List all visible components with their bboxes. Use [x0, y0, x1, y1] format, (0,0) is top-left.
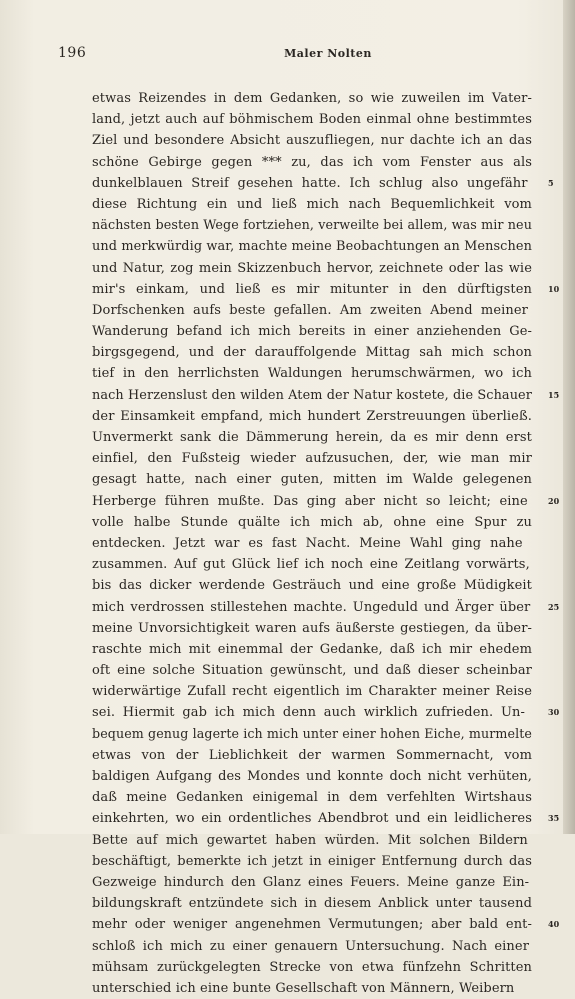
page-number: 196 — [58, 45, 87, 61]
text-line-content: mir's einkam, und ließ es mir mitunter in den dürftigsten — [92, 281, 532, 297]
text-line-content: raschte mich mit einemmal der Gedanke, daß ich mir ehedem — [92, 641, 532, 657]
line-number: 10 — [548, 283, 560, 294]
text-line-content: land, jetzt auch auf böhmischem Boden einmal ohne bestimmtes — [92, 112, 532, 128]
text-line-content: zusammen. Auf gut Glück lief ich noch eine Zeitlang vorwärts, — [92, 557, 530, 573]
text-line-content: Herberge führen mußte. Das ging aber nicht so leicht; eine — [92, 493, 528, 509]
text-line — [92, 342, 532, 363]
text-line — [92, 872, 532, 893]
text-line-content: gesagt hatte, nach einer guten, mitten im Walde gelegenen — [92, 472, 532, 488]
text-line — [92, 215, 532, 236]
text-line-content: nach Herzenslust den wilden Atem der Natur kostete, die Schauer — [92, 387, 532, 403]
text-line-content: einkehrten, wo ein ordentliches Abendbrot und ein leidlicheres — [92, 811, 532, 827]
text-line — [92, 512, 532, 533]
text-line — [92, 745, 532, 766]
line-number: 15 — [548, 389, 560, 400]
body-text — [92, 88, 560, 999]
text-line — [92, 597, 560, 618]
text-line — [92, 914, 560, 935]
text-line-content: unterschied ich eine bunte Gesellschaft von Männern, Weibern — [92, 980, 515, 996]
text-line-content: dunkelblauen Streif gesehen hatte. Ich schlug also ungefähr — [92, 175, 528, 191]
text-line-content: und merkwürdig war, machte meine Beobachtungen an Menschen — [92, 239, 532, 255]
line-number: 25 — [548, 601, 560, 612]
text-line-content: bildungskraft entzündete sich in diesem Anblick unter tausend — [92, 896, 532, 912]
text-line — [92, 258, 532, 279]
text-line — [92, 448, 532, 469]
text-line — [92, 194, 532, 215]
line-number: 40 — [548, 919, 560, 930]
text-line — [92, 893, 532, 914]
text-line — [92, 88, 532, 109]
text-line-content: Ziel und besondere Absicht auszufliegen, nur dachte ich an das — [92, 133, 532, 149]
text-line — [92, 363, 532, 384]
text-line-content: etwas von der Lieblichkeit der warmen Sommernacht, vom — [92, 747, 532, 763]
text-line — [92, 152, 532, 173]
text-line — [92, 618, 532, 639]
text-line — [92, 957, 532, 978]
text-line-content: daß meine Gedanken einigemal in dem verfehlten Wirtshaus — [92, 790, 532, 806]
text-line-content: tief in den herrlichsten Waldungen herumschwärmen, wo ich — [92, 366, 532, 382]
text-line-content: schöne Gebirge gegen *** zu, das ich vom Fenster aus als — [92, 154, 532, 170]
text-line-content: Wanderung befand ich mich bereits in einer anziehenden Ge- — [92, 324, 532, 340]
text-line-content: Unvermerkt sank die Dämmerung herein, da es mir denn erst — [92, 430, 532, 445]
text-line — [92, 406, 532, 427]
text-line — [92, 554, 532, 575]
text-line — [92, 109, 532, 130]
text-line — [92, 300, 532, 321]
text-line — [92, 491, 560, 512]
text-line-content: nächsten besten Wege fortziehen, verweilte bei allem, was mir neu — [92, 218, 532, 234]
text-line — [92, 533, 532, 554]
text-line — [92, 808, 560, 829]
line-number: 30 — [548, 707, 560, 718]
page-edge — [563, 0, 575, 834]
text-line-content: beschäftigt, bemerkte ich jetzt in einiger Entfernung durch das — [92, 853, 532, 869]
text-line-content: Dorfschenken aufs beste gefallen. Am zweiten Abend meiner — [92, 302, 528, 318]
text-line — [92, 385, 560, 406]
text-line — [92, 279, 560, 300]
text-line — [92, 639, 532, 660]
line-number: 5 — [548, 177, 554, 188]
text-line-content: mich verdrossen stillestehen machte. Ungeduld und Ärger über — [92, 599, 531, 615]
text-line — [92, 575, 532, 596]
text-line — [92, 469, 532, 490]
text-line — [92, 978, 532, 999]
text-line-content: oft eine solche Situation gewünscht, und daß dieser scheinbar — [92, 663, 532, 679]
text-line-content: Gezweige hindurch den Glanz eines Feuers. Meine ganze Ein- — [92, 874, 530, 890]
text-line — [92, 236, 532, 257]
line-number: 20 — [548, 495, 560, 506]
text-line-content: einfiel, den Fußsteig wieder aufzusuchen, der, wie man mir — [92, 451, 532, 467]
text-line-content: bequem genug lagerte ich mich unter einer hohen Eiche, murmelte — [92, 726, 532, 742]
text-line — [92, 787, 532, 808]
text-line — [92, 830, 532, 851]
line-number: 35 — [548, 813, 560, 824]
text-line — [92, 702, 560, 723]
text-line — [92, 681, 532, 702]
text-line — [92, 724, 532, 745]
text-line-content: schloß ich mich zu einer genauern Untersuchung. Nach einer — [92, 938, 530, 954]
text-line — [92, 660, 532, 681]
text-line — [92, 130, 532, 151]
text-line-content: Bette auf mich gewartet haben würden. Mit solchen Bildern — [92, 832, 528, 848]
text-line-content: bis das dicker werdende Gesträuch und eine große Müdigkeit — [92, 578, 532, 594]
text-line-content: sei. Hiermit gab ich mich denn auch wirklich zufrieden. Un- — [92, 705, 525, 721]
text-line — [92, 173, 554, 194]
text-line — [92, 321, 532, 342]
text-line — [92, 851, 532, 872]
text-line-content: birgsgegend, und der darauffolgende Mittag sah mich schon — [92, 345, 532, 361]
text-line-content: meine Unvorsichtigkeit waren aufs äußerste gestiegen, da über- — [92, 620, 532, 636]
text-line-content: mühsam zurückgelegten Strecke von etwa fünfzehn Schritten — [92, 959, 532, 975]
text-line — [92, 766, 532, 787]
text-line-content: baldigen Aufgang des Mondes und konnte doch nicht verhüten, — [92, 769, 532, 784]
text-line-content: der Einsamkeit empfand, mich hundert Zerstreuungen überließ. — [92, 408, 532, 424]
text-line-content: mehr oder weniger angenehmen Vermutungen; aber bald ent- — [92, 917, 532, 933]
text-line-content: etwas Reizendes in dem Gedanken, so wie zuweilen im Vater- — [92, 91, 532, 106]
running-head: Maler Nolten — [284, 47, 372, 60]
text-line-content: volle halbe Stunde quälte ich mich ab, ohne eine Spur zu — [92, 514, 532, 530]
text-line-content: entdecken. Jetzt war es fast Nacht. Meine Wahl ging nahe — [92, 535, 523, 551]
text-line-content: widerwärtige Zufall recht eigentlich im Charakter meiner Reise — [92, 684, 532, 700]
page-header — [58, 45, 528, 65]
text-line — [92, 936, 532, 957]
text-line — [92, 427, 532, 448]
text-line-content: diese Richtung ein und ließ mich nach Bequemlichkeit vom — [92, 196, 532, 212]
text-line-content: und Natur, zog mein Skizzenbuch hervor, zeichnete oder las wie — [92, 260, 532, 276]
